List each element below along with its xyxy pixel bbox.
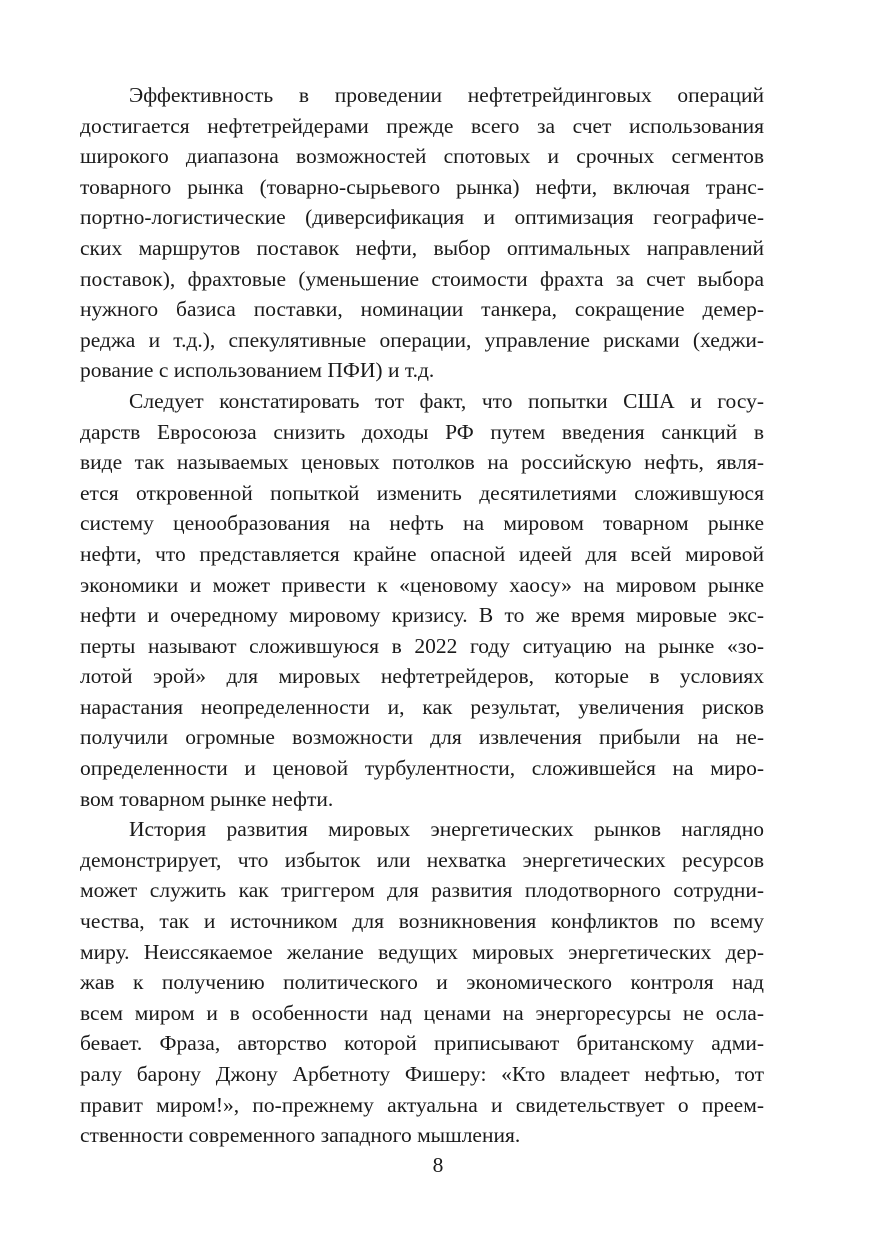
text-line: ственности современного западного мышления. [80, 1123, 521, 1148]
text-line: Следует констатировать тот факт, что попытки США и госу- [129, 388, 764, 413]
text-line: портно-логистические (диверсификация и оптимизация географиче- [80, 205, 764, 230]
text-line: правит миром!», по-прежнему актуальна и свидетельствует о преем- [80, 1092, 764, 1117]
body-text [80, 80, 764, 1151]
text-line: нефти, что представляется крайне опасной идеей для всей мировой [80, 541, 764, 566]
text-line: бевает. Фраза, авторство которой приписывают британскому адми- [80, 1031, 764, 1056]
text-line: определенности и ценовой турбулентности, сложившейся на миро- [80, 756, 764, 781]
text-line: Эффективность в проведении нефтетрейдинговых операций [129, 83, 764, 107]
paragraph-2 [80, 386, 764, 814]
text-line: перты называют сложившуюся в 2022 году ситуацию на рынке «зо- [80, 633, 764, 658]
text-line: миру. Неиссякаемое желание ведущих мировых энергетических дер- [80, 939, 764, 964]
text-line: экономики и может привести к «ценовому хаосу» на мировом рынке [80, 572, 764, 597]
text-line: вом товарном рынке нефти. [80, 786, 334, 811]
text-line: демонстрирует, что избыток или нехватка энергетических ресурсов [80, 847, 764, 872]
text-line: реджа и т.д.), спекулятивные операции, управление рисками (хеджи- [80, 327, 764, 352]
text-line: достигается нефтетрейдерами прежде всего за счет использования [80, 113, 764, 138]
page-number: 8 [432, 1153, 444, 1177]
text-line: дарств Евросоюза снизить доходы РФ путем введения санкций в [80, 419, 764, 444]
text-line: виде так называемых ценовых потолков на российскую нефть, явля- [80, 450, 764, 475]
text-line: получили огромные возможности для извлечения прибыли на не- [80, 725, 764, 750]
text-line: систему ценообразования на нефть на мировом товарном рынке [80, 511, 764, 536]
text-line: рование с использованием ПФИ) и т.д. [80, 358, 435, 383]
text-line: ется откровенной попыткой изменить десятилетиями сложившуюся [80, 480, 764, 505]
text-line: широкого диапазона возможностей спотовых и срочных сегментов [80, 144, 764, 169]
paragraph-1 [80, 80, 764, 386]
text-line: нефти и очередному мировому кризису. В то же время мировые экс- [80, 603, 764, 628]
text-line: ралу барону Джону Арбетноту Фишеру: «Кто владеет нефтью, тот [80, 1062, 764, 1086]
text-line: может служить как триггером для развития плодотворного сотрудни- [80, 878, 764, 903]
text-line: История развития мировых энергетических рынков наглядно [129, 817, 764, 842]
text-line: товарного рынка (товарно-сырьевого рынка) нефти, включая транс- [80, 174, 764, 199]
text-line: нужного базиса поставки, номинации танкера, сокращение демер- [80, 297, 764, 322]
text-line: всем миром и в особенности над ценами на энергоресурсы не ослa- [80, 1000, 764, 1025]
text-line: нарастания неопределенности и, как результат, увеличения рисков [80, 694, 764, 719]
text-line: чества, так и источником для возникновения конфликтов по всему [80, 909, 764, 934]
text-line: ских маршрутов поставок нефти, выбор оптимальных направлений [80, 235, 764, 260]
text-line: лотой эрой» для мировых нефтетрейдеров, которые в условиях [80, 664, 764, 689]
text-line: поставок), фрахтовые (уменьшение стоимости фрахта за счет выбора [80, 266, 764, 291]
text-line: жав к получению политического и экономического контроля над [80, 970, 764, 995]
paragraph-3 [80, 814, 764, 1151]
